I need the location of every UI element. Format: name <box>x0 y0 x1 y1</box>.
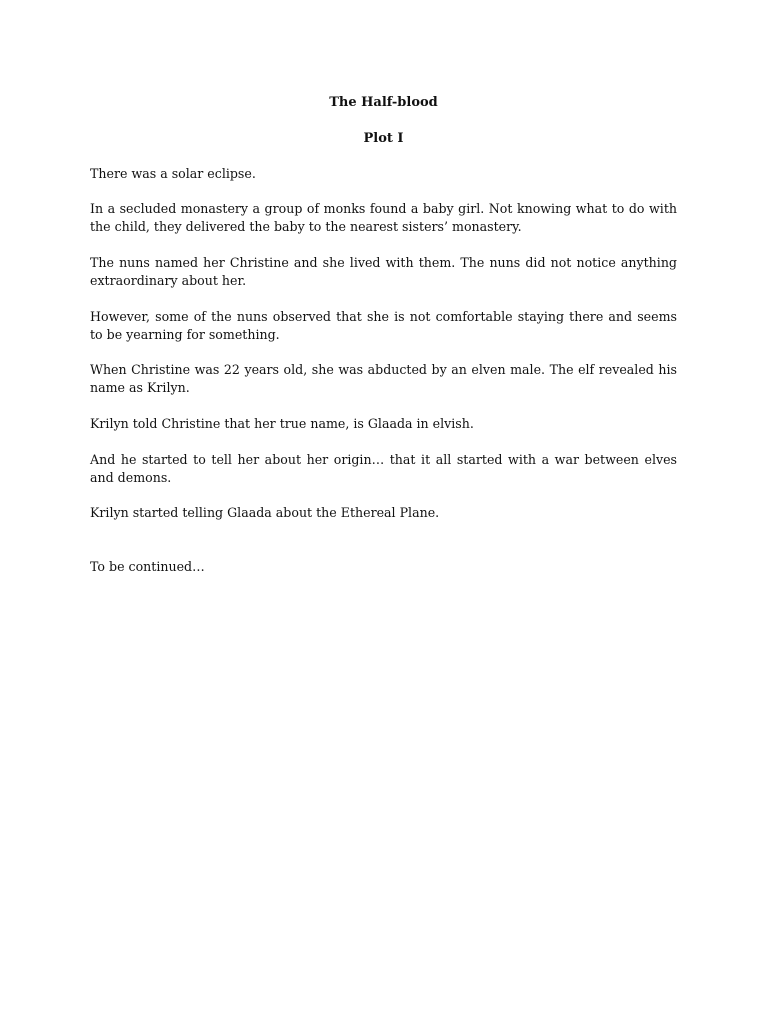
document-title: The Half-blood <box>329 95 438 110</box>
paragraph-7: And he started to tell her about her origin… that it all started with a war between elves and demons. <box>90 452 677 485</box>
closing-line: To be continued… <box>90 559 205 574</box>
paragraph-1: There was a solar eclipse. <box>90 166 256 181</box>
paragraph-8: Krilyn started telling Glaada about the Ethereal Plane. <box>90 505 440 520</box>
document-subtitle: Plot I <box>363 131 404 146</box>
paragraph-5: When Christine was 22 years old, she was abducted by an elven male. The elf revealed his name as Krilyn. <box>90 362 677 395</box>
paragraph-2: In a secluded monastery a group of monks found a baby girl. Not knowing what to do with the child, they delivered the baby to the nearest sisters’ monastery. <box>90 201 677 234</box>
paragraph-6: Krilyn told Christine that her true name, is Glaada in elvish. <box>90 416 474 431</box>
paragraph-3: The nuns named her Christine and she lived with them. The nuns did not notice anything extraordinary about her. <box>90 255 677 288</box>
paragraph-4: However, some of the nuns observed that she is not comfortable staying there and seems to be yearning for something. <box>90 309 677 342</box>
